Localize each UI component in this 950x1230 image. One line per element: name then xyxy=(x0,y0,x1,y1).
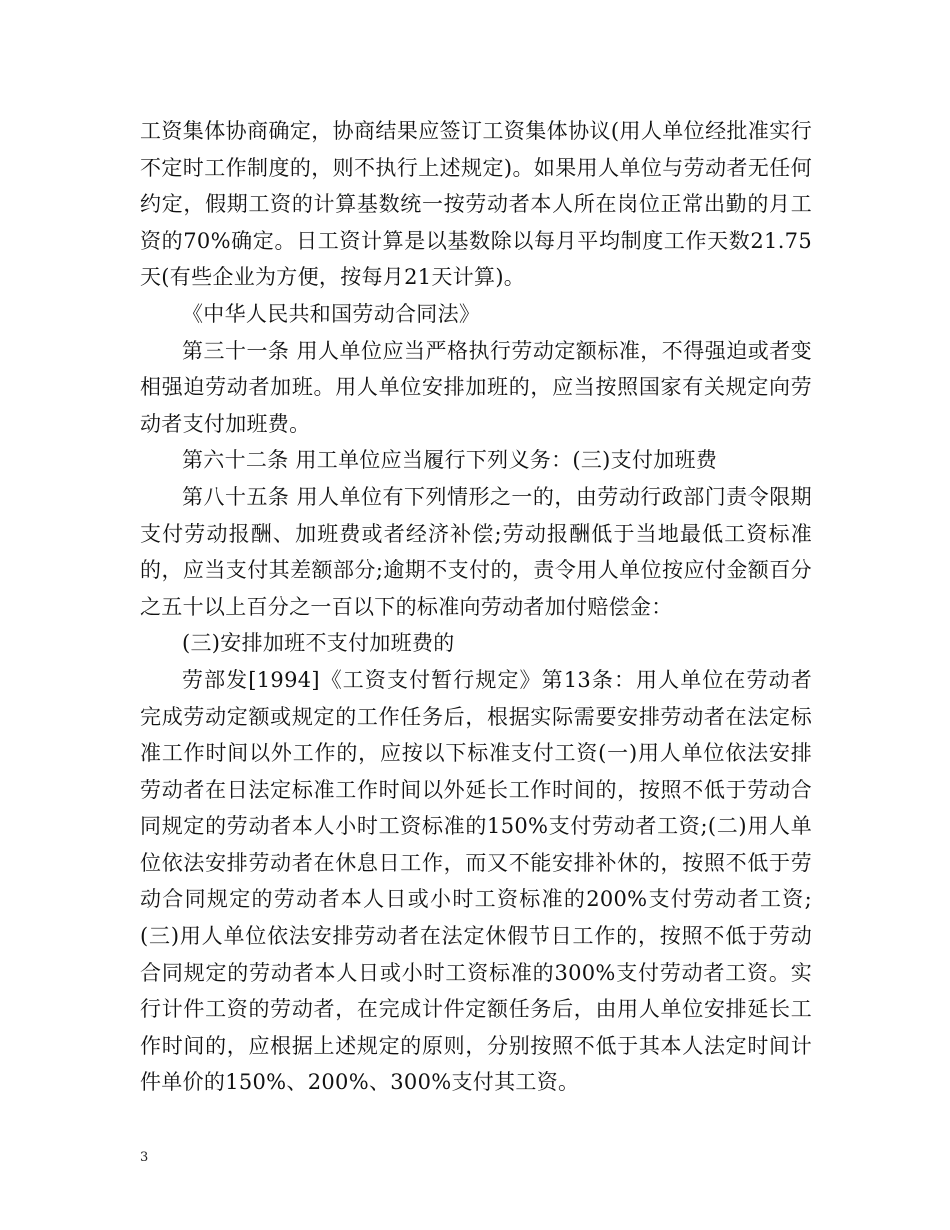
paragraph-7: 劳部发[1994]《工资支付暂行规定》第13条：用人单位在劳动者完成劳动定额或规定的工作任务后，根据实际需要安排劳动者在法定标准工作时间以外工作的，应按以下标准支付工资(一)用人单位依法安排劳动者在日法定标准工作时间以外延长工作时间的，按照不低于劳动合同规定的劳动者本人小时工资标准的150%支付劳动者工资;(二)用人单位依法安排劳动者在休息日工作，而又不能安排补休的，按照不低于劳动合同规定的劳动者本人日或小时工资标准的200%支付劳动者工资;(三)用人单位依法安排劳动者在法定休假节日工作的，按照不低于劳动合同规定的劳动者本人日或小时工资标准的300%支付劳动者工资。实行计件工资的劳动者，在完成计件定额任务后，由用人单位安排延长工作时间的，应根据上述规定的原则，分别按照不低于其本人法定时间计件单价的150%、200%、300%支付其工资。 xyxy=(140,667,812,1095)
paragraph-2: 《中华人民共和国劳动合同法》 xyxy=(182,301,481,326)
paragraph-5: 第八十五条 用人单位有下列情形之一的，由劳动行政部门责令限期支付劳动报酬、加班费或者经济补偿;劳动报酬低于当地最低工资标准的，应当支付其差额部分;逾期不支付的，责令用人单位按应付金额百分之五十以上百分之一百以下的标准向劳动者加付赔偿金： xyxy=(140,484,812,619)
paragraph-6: (三)安排加班不支付加班费的 xyxy=(182,631,455,656)
page-number: 3 xyxy=(140,1150,149,1165)
paragraph-4: 第六十二条 用工单位应当履行下列义务：(三)支付加班费 xyxy=(182,448,718,473)
paragraph-3: 第三十一条 用人单位应当严格执行劳动定额标准，不得强迫或者变相强迫劳动者加班。用人单位安排加班的，应当按照国家有关规定向劳动者支付加班费。 xyxy=(140,338,812,436)
paragraph-1: 工资集体协商确定，协商结果应签订工资集体协议(用人单位经批准实行不定时工作制度的，则不执行上述规定)。如果用人单位与劳动者无任何约定，假期工资的计算基数统一按劳动者本人所在岗位正常出勤的月工资的70%确定。日工资计算是以基数除以每月平均制度工作天数21.75天(有些企业为方便，按每月21天计算)。 xyxy=(140,119,812,290)
document-body xyxy=(140,113,812,1101)
